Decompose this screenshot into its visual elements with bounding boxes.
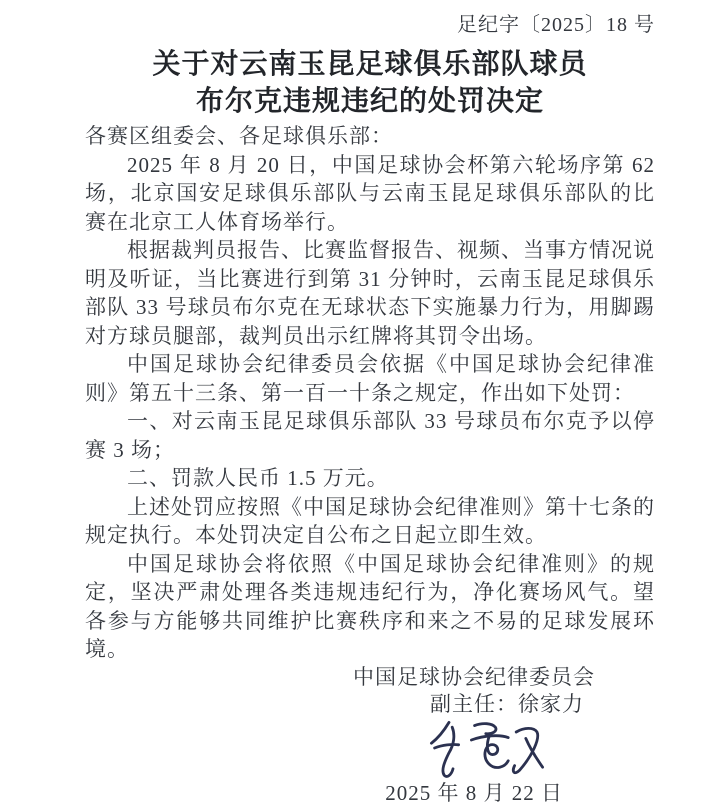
salutation: 各赛区组委会、各足球俱乐部： [85, 124, 393, 148]
paragraph-4-penalty-item-1: 一、对云南玉昆足球俱乐部队 33 号球员布尔克予以停赛 3 场； [85, 409, 655, 462]
paragraph-7: 中国足球协会将依照《中国足球协会纪律准则》的规定，坚决严肃处理各类违规违纪行为，净化赛场风气。望各参与方能够共同维护比赛秩序和来之不易的足球发展环境。 [85, 551, 655, 661]
paragraph-3: 中国足球协会纪律委员会依据《中国足球协会纪律准则》第五十三条、第一百一十条之规定，作出如下处罚： [85, 352, 655, 405]
signoff-date: 2025 年 8 月 22 日 [385, 780, 563, 805]
document-body [85, 122, 655, 664]
paragraph-2: 根据裁判员报告、比赛监督报告、视频、当事方情况说明及听证，当比赛进行到第 31 分钟时，云南玉昆足球俱乐部队 33 号球员布尔克在无球状态下实施暴力行为，用脚踢对方球员腿部，裁判员出示红牌将其罚令出场。 [85, 238, 655, 348]
title-line-1: 关于对云南玉昆足球俱乐部队球员 [152, 49, 588, 80]
signoff-block [85, 664, 655, 807]
paragraph-6: 上述处罚应按照《中国足球协会纪律准则》第十七条的规定执行。本处罚决定自公布之日起立即生效。 [85, 494, 655, 547]
signature-image [410, 716, 560, 780]
paragraph-5-penalty-item-2: 二、罚款人民币 1.5 万元。 [127, 466, 389, 490]
doc-number: 足纪字〔2025〕18 号 [457, 14, 655, 36]
paragraph-1: 2025 年 8 月 20 日，中国足球协会杯第六轮场序第 62 场，北京国安足球俱乐部队与云南玉昆足球俱乐部队的比赛在北京工人体育场举行。 [85, 152, 655, 234]
document-title [85, 46, 655, 120]
title-line-2: 布尔克违规违纪的处罚决定 [195, 86, 544, 117]
signoff-signer-title: 副主任：徐家力 [430, 691, 584, 716]
signoff-org: 中国足球协会纪律委员会 [353, 664, 595, 689]
